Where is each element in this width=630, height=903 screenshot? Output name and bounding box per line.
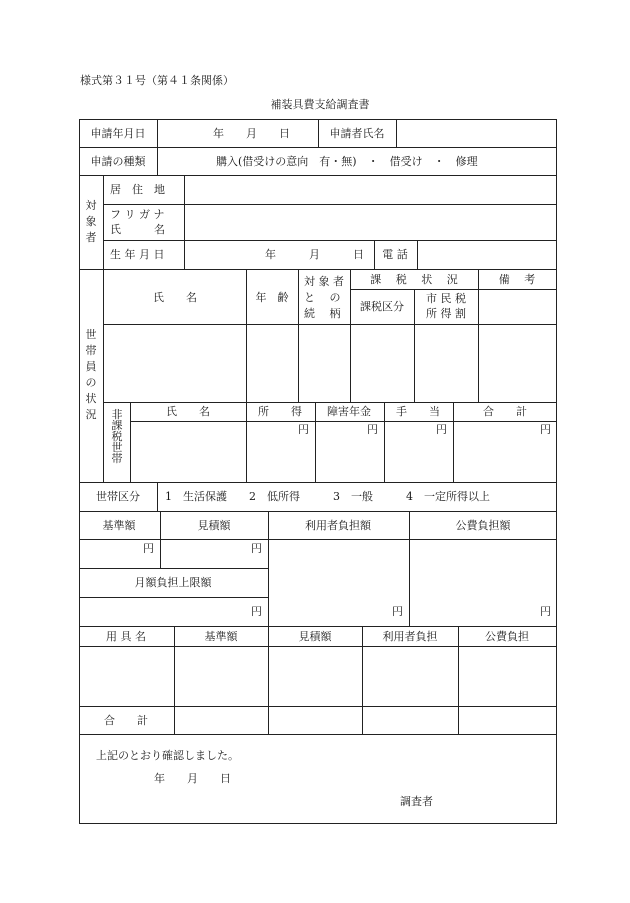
rule [79,706,557,707]
yen-unit: 円 [540,605,551,618]
equipment-public-burden-header: 公費負担 [485,630,529,643]
rule [79,482,557,483]
rule [350,269,351,402]
rule [79,646,557,647]
rule [160,511,161,568]
rule [130,421,557,422]
household-section-label: 世帯員の状況 [85,328,97,421]
member-age-header: 年 齢 [255,291,289,304]
remarks-header: 備 考 [498,273,536,286]
rule [103,204,557,205]
birthdate-placeholder: 年 月 日 [265,248,364,261]
rule [79,147,557,148]
rule [79,511,557,512]
rule [268,511,269,626]
confirmation-date-placeholder: 年 月 日 [154,772,231,785]
rule [103,175,104,482]
equipment-estimate-header: 見積額 [298,630,332,643]
tax-status-header: 課 税 状 況 [370,273,458,286]
yen-unit: 円 [367,423,378,436]
municipal-tax-header-line-2: 所 得 割 [426,307,466,320]
equipment-standard-header: 基準額 [204,630,238,643]
public-burden-header: 公費負担額 [455,519,511,532]
yen-unit: 円 [540,423,551,436]
rule [268,626,269,734]
rule [103,240,557,241]
rule [157,119,158,175]
non-taxable-name-header: 氏 名 [166,405,210,418]
non-taxable-income-header: 所 得 [258,405,302,418]
non-taxable-label: 非課税世帯 [111,408,123,465]
rule [79,175,557,176]
rule [414,289,415,402]
rule [246,402,247,482]
estimate-amount-header: 見積額 [197,519,231,532]
rule [384,402,385,482]
birthdate-label: 生 年 月 日 [110,248,165,261]
monthly-limit-header: 月額負担上限額 [134,576,212,589]
household-class-label: 世帯区分 [96,490,140,503]
rule [79,269,557,270]
equipment-total-label: 合 計 [104,714,148,727]
tax-class-header: 課税区分 [360,300,404,313]
yen-unit: 円 [251,542,262,555]
rule [246,269,247,402]
rule [79,734,557,735]
yen-unit: 円 [251,605,262,618]
rule [174,626,175,734]
rule [478,269,479,402]
rule [298,269,299,402]
rule [79,597,268,598]
non-taxable-allowance-header: 手 当 [396,405,440,418]
application-date-placeholder: 年 月 日 [213,127,290,140]
rule [362,626,363,734]
rule [79,626,557,627]
yen-unit: 円 [436,423,447,436]
application-type-options: 購入(借受けの意向 有・無) ・ 借受け ・ 修理 [216,155,478,168]
subject-section-label: 対象者 [85,199,97,244]
phone-label: 電 話 [382,248,408,261]
non-taxable-total-header: 合 計 [483,405,527,418]
relationship-header-line-2: と の [304,291,341,304]
yen-unit: 円 [143,542,154,555]
rule [315,402,316,482]
non-taxable-pension-header: 障害年金 [327,405,371,418]
application-type-label: 申請の種類 [90,155,146,168]
form-title: 補装具費支給調査書 [270,98,370,111]
relationship-header-line-3: 続 柄 [304,307,341,320]
rule [318,119,319,147]
rule [103,324,557,325]
household-class-options: 1 生活保護 2 低所得 3 一般 4 一定所得以上 [165,490,490,503]
rule [409,511,410,626]
applicant-name-label: 申請者氏名 [329,127,385,140]
rule [157,482,158,511]
confirmation-text: 上記のとおり確認しました。 [96,749,239,762]
user-burden-header: 利用者負担額 [305,519,371,532]
rule [374,240,375,269]
rule [103,402,557,403]
municipal-tax-header-line-1: 市 民 税 [426,292,466,305]
rule [417,240,418,269]
investigator-label: 調査者 [400,795,433,808]
rule [130,402,131,482]
application-date-label: 申請年月日 [90,127,146,140]
address-label: 居 住 地 [110,183,165,196]
rule [79,568,268,569]
name-label: 氏 名 [110,223,165,236]
equipment-user-burden-header: 利用者負担 [382,630,438,643]
rule [453,402,454,482]
rule [396,119,397,147]
rule [458,626,459,734]
rule [79,539,557,540]
equipment-name-header: 用 具 名 [106,630,146,643]
furigana-label: フ リ ガ ナ [110,208,165,221]
rule [350,289,557,290]
yen-unit: 円 [298,423,309,436]
form-number: 様式第３１号（第４１条関係） [80,74,234,87]
rule [184,175,185,269]
standard-amount-header: 基準額 [102,519,136,532]
member-name-header: 氏 名 [153,291,197,304]
yen-unit: 円 [392,605,403,618]
relationship-header-line-1: 対 象 者 [304,275,344,288]
